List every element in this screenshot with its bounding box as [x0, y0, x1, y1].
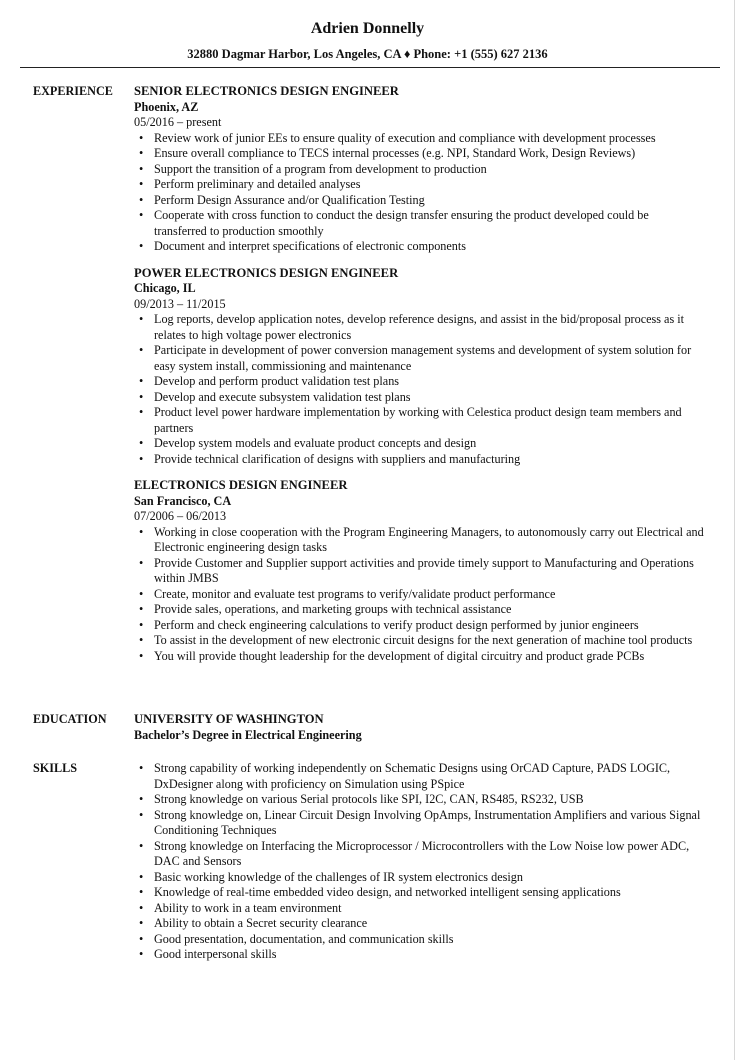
bullet-icon: • [139, 900, 144, 915]
bullet-text: Basic working knowledge of the challenges of IR system electronics design [154, 869, 523, 884]
bullet-icon: • [139, 931, 144, 946]
bullet-item [134, 374, 704, 390]
bullet-text: Cooperate with cross function to conduct the design transfer ensuring the product developed could be transferred to production smoothly [154, 208, 649, 238]
bullet-text: Document and interpret specifications of electronic components [154, 239, 467, 253]
education-body [134, 712, 704, 743]
bullet-text: Knowledge of real-time embedded video design, and networked intelligent sensing applications [154, 885, 621, 899]
bullet-icon: • [139, 916, 144, 930]
bullet-item [134, 525, 704, 556]
bullet-item [134, 452, 704, 468]
bullet-item [134, 633, 704, 649]
bullet-icon: • [139, 555, 144, 570]
bullet-text: Provide sales, operations, and marketing groups with technical assistance [154, 602, 512, 616]
bullet-item [134, 602, 704, 618]
bullet-item [134, 162, 704, 178]
bullet-text: To assist in the development of new electronic circuit designs for the next generation of machine tool products [154, 633, 693, 647]
bullet-icon: • [139, 761, 144, 775]
bullet-text: Ability to work in a team environment [154, 900, 342, 915]
bullet-item [134, 239, 704, 255]
bullet-icon: • [139, 374, 144, 388]
header-divider [20, 67, 720, 68]
experience-body [134, 84, 704, 675]
bullet-text: Strong capability of working independently on Schematic Designs using OrCAD Capture, PADS LOGIC, DxDesigner along with proficiency on Simulation using PSpice [154, 761, 671, 791]
bullet-text: Create, monitor and evaluate test programs to verify/validate product performance [154, 586, 556, 601]
bullet-item [134, 177, 704, 193]
job-title: ELECTRONICS DESIGN ENGINEER [134, 478, 348, 492]
bullet-item [134, 916, 704, 932]
bullet-text: Ability to obtain a Secret security clearance [154, 916, 368, 930]
bullet-text: Provide technical clarification of designs with suppliers and manufacturing [154, 451, 521, 466]
bullet-icon: • [139, 130, 144, 145]
job-location: Phoenix, AZ [134, 99, 199, 114]
bullet-icon: • [139, 838, 144, 853]
education-label: EDUCATION [33, 712, 107, 726]
bullet-icon: • [139, 161, 144, 176]
job-bullets [134, 312, 704, 467]
job-title: SENIOR ELECTRONICS DESIGN ENGINEER [134, 84, 399, 98]
bullet-icon: • [139, 192, 144, 207]
bullet-text: Good presentation, documentation, and communication skills [154, 931, 454, 946]
contact-line: 32880 Dagmar Harbor, Los Angeles, CA ♦ Phone: +1 (555) 627 2136 [187, 47, 548, 61]
bullet-item [134, 208, 704, 239]
bullet-item [134, 947, 704, 963]
job-dates: 09/2013 – 11/2015 [134, 296, 226, 311]
bullet-item [134, 390, 704, 406]
bullet-text: Participate in development of power conversion management systems and development of system solution for easy system install, commissioning and maintenance [154, 343, 692, 373]
bullet-text: Review work of junior EEs to ensure quality of execution and compliance with development processes [154, 130, 656, 145]
job-location: Chicago, IL [134, 281, 196, 295]
skills-label: SKILLS [33, 761, 78, 775]
bullet-text: Log reports, develop application notes, develop reference designs, and assist in the bid/proposal process as it relates to high voltage power electronics [154, 312, 685, 342]
job-entry [134, 266, 704, 468]
bullet-text: Strong knowledge on various Serial protocols like SPI, I2C, CAN, RS485, RS232, USB [154, 792, 584, 806]
bullet-text: Provide Customer and Supplier support activities and provide timely support to Manufacturing and Operations within JMBS [154, 555, 694, 585]
bullet-item [134, 885, 704, 901]
job-location: San Francisco, CA [134, 493, 232, 508]
bullet-item [134, 556, 704, 587]
bullet-icon: • [139, 633, 144, 647]
bullet-icon: • [139, 451, 144, 466]
bullet-icon: • [139, 436, 144, 450]
bullet-text: Good interpersonal skills [154, 947, 277, 961]
experience-label: EXPERIENCE [33, 84, 113, 98]
bullet-icon: • [139, 312, 144, 326]
bullet-item [134, 312, 704, 343]
bullet-icon: • [139, 648, 144, 663]
bullet-icon: • [139, 405, 144, 419]
job-bullets [134, 525, 704, 665]
job-entry [134, 84, 704, 255]
bullet-text: You will provide thought leadership for the development of digital circuitry and product grade PCBs [154, 648, 645, 663]
job-entry [134, 478, 704, 664]
bullet-text: Develop system models and evaluate product concepts and design [154, 436, 477, 450]
bullet-icon: • [139, 343, 144, 357]
bullet-item [134, 808, 704, 839]
bullet-icon: • [139, 617, 144, 632]
bullet-icon: • [139, 239, 144, 253]
bullet-icon: • [139, 389, 144, 404]
bullet-icon: • [139, 177, 144, 191]
degree-name: Bachelor’s Degree in Electrical Engineering [134, 727, 362, 742]
bullet-item [134, 618, 704, 634]
bullet-icon: • [139, 807, 144, 822]
candidate-name: Adrien Donnelly [310, 20, 425, 37]
bullet-item [134, 587, 704, 603]
bullet-icon: • [139, 869, 144, 884]
bullet-text: Strong knowledge on Interfacing the Microprocessor / Microcontrollers with the Low Noise low power ADC, DAC and Sensors [154, 838, 690, 868]
bullet-icon: • [139, 792, 144, 806]
bullet-item [134, 839, 704, 870]
bullet-text: Working in close cooperation with the Program Engineering Managers, to autonomously carry out Electrical and Electronic engineering design tasks [154, 524, 704, 554]
bullet-item [134, 932, 704, 948]
bullet-text: Ensure overall compliance to TECS internal processes (e.g. NPI, Standard Work, Design Reviews) [154, 146, 636, 160]
bullet-item [134, 870, 704, 886]
bullet-item [134, 901, 704, 917]
bullet-icon: • [139, 586, 144, 601]
bullet-text: Perform and check engineering calculations to verify product design performed by junior engineers [154, 617, 639, 632]
bullet-item [134, 193, 704, 209]
bullet-icon: • [139, 208, 144, 222]
bullet-text: Product level power hardware implementation by working with Celestica product design team members and partners [154, 405, 682, 435]
job-bullets [134, 131, 704, 255]
job-dates: 07/2006 – 06/2013 [134, 509, 227, 523]
bullet-icon: • [139, 524, 144, 539]
bullet-icon: • [139, 885, 144, 899]
bullet-item [134, 436, 704, 452]
bullet-text: Support the transition of a program from development to production [154, 161, 487, 176]
bullet-item [134, 146, 704, 162]
bullet-item [134, 405, 704, 436]
bullet-item [134, 792, 704, 808]
bullet-item [134, 761, 704, 792]
school-name: UNIVERSITY OF WASHINGTON [134, 712, 324, 726]
bullet-text: Perform Design Assurance and/or Qualification Testing [154, 192, 425, 207]
bullet-icon: • [139, 947, 144, 961]
bullet-item [134, 649, 704, 665]
skills-body [134, 761, 704, 963]
bullet-icon: • [139, 146, 144, 160]
bullet-icon: • [139, 602, 144, 616]
job-dates: 05/2016 – present [134, 115, 222, 129]
job-title: POWER ELECTRONICS DESIGN ENGINEER [134, 265, 399, 280]
bullet-text: Develop and perform product validation test plans [154, 374, 400, 388]
skills-bullets [134, 761, 704, 963]
bullet-text: Strong knowledge on, Linear Circuit Design Involving OpAmps, Instrumentation Amplifiers and various Signal Conditioning Techniques [154, 807, 701, 837]
bullet-item [134, 131, 704, 147]
bullet-item [134, 343, 704, 374]
bullet-text: Perform preliminary and detailed analyses [154, 177, 361, 191]
bullet-text: Develop and execute subsystem validation test plans [154, 389, 411, 404]
